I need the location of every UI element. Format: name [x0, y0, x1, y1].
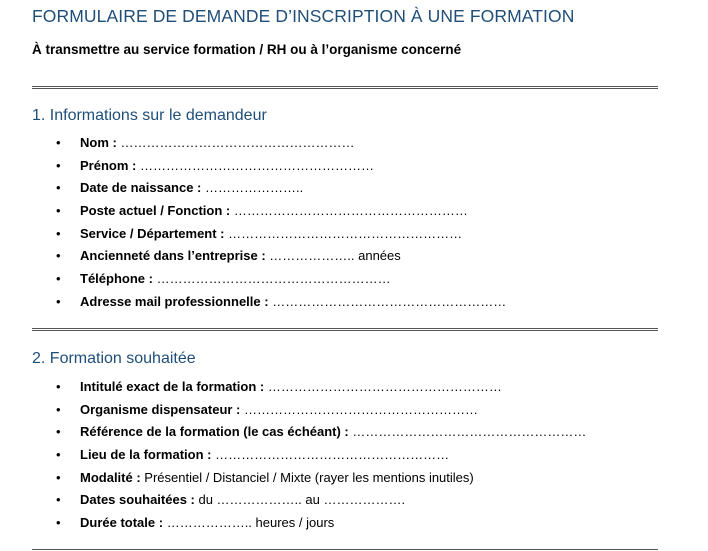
bullet-icon: • — [56, 271, 61, 287]
field-value-blank[interactable]: ……………………………………………… — [224, 225, 463, 241]
field-value-blank[interactable]: ……………………………………………… — [268, 293, 507, 309]
field-label: Date de naissance : — [80, 180, 202, 196]
field-label: Poste actuel / Fonction : — [80, 203, 231, 219]
bullet-icon: • — [56, 515, 61, 531]
field-label: Référence de la formation (le cas échéant) : — [80, 424, 349, 440]
form-field-item — [0, 489, 586, 512]
field-label: Téléphone : — [80, 271, 153, 287]
field-label: Prénom : — [80, 157, 137, 173]
form-field-item — [0, 444, 586, 467]
form-field-item — [0, 399, 586, 422]
bullet-icon: • — [56, 225, 61, 241]
form-field-item — [0, 245, 506, 268]
field-label: Modalité : — [80, 469, 141, 485]
demandeur-fields-list — [0, 132, 506, 314]
bullet-icon: • — [56, 203, 61, 219]
bullet-icon: • — [56, 401, 61, 417]
field-label: Dates souhaitées : — [80, 492, 195, 508]
field-value-blank[interactable]: ……………………………………………… — [116, 135, 355, 150]
bullet-icon: • — [56, 293, 61, 309]
form-field-item — [0, 291, 506, 314]
field-value-blank[interactable]: ……………….. années — [265, 248, 401, 264]
field-label: Nom : — [80, 135, 117, 150]
field-value-blank[interactable]: ……………………………………………… — [211, 447, 450, 463]
form-field-item — [0, 467, 586, 490]
field-label: Intitulé exact de la formation : — [80, 379, 265, 394]
form-field-item — [0, 223, 506, 246]
section-divider — [32, 86, 658, 89]
bullet-icon: • — [56, 157, 61, 173]
bullet-icon: • — [56, 180, 61, 196]
bullet-icon: • — [56, 447, 61, 463]
field-value-blank[interactable]: Présentiel / Distanciel / Mixte (rayer les mentions inutiles) — [140, 469, 474, 485]
field-value-blank[interactable]: ……………………………………………… — [230, 203, 468, 219]
section-divider — [32, 328, 658, 331]
form-subtitle: À transmettre au service formation / RH ou à l’organisme concerné — [32, 42, 462, 57]
form-title: FORMULAIRE DE DEMANDE D’INSCRIPTION À UNE FORMATION — [32, 6, 575, 26]
field-value-blank[interactable]: ……………………………………………… — [264, 379, 502, 394]
bullet-icon: • — [56, 248, 61, 264]
form-field-item — [0, 177, 506, 200]
field-label: Lieu de la formation : — [80, 447, 212, 463]
field-value-blank[interactable]: ……………………………………………… — [152, 271, 391, 287]
form-field-item — [0, 421, 586, 444]
field-label: Adresse mail professionnelle : — [80, 293, 269, 309]
field-value-blank[interactable]: ……………………………………………… — [348, 424, 587, 440]
form-field-item — [0, 268, 506, 291]
bullet-icon: • — [56, 492, 61, 508]
form-field-item — [0, 376, 586, 399]
form-field-item — [0, 512, 586, 535]
bullet-icon: • — [56, 424, 61, 440]
field-value-blank[interactable]: du ……………….. au ………………. — [194, 492, 406, 508]
field-label: Durée totale : — [80, 515, 164, 531]
form-field-item — [0, 155, 506, 178]
bullet-icon: • — [56, 379, 61, 394]
field-label: Organisme dispensateur : — [80, 401, 241, 417]
field-label: Ancienneté dans l’entreprise : — [80, 248, 266, 264]
bullet-icon: • — [56, 469, 61, 485]
section-heading-demandeur: 1. Informations sur le demandeur — [32, 107, 267, 124]
field-value-blank[interactable]: ……………….. heures / jours — [163, 515, 335, 531]
section-heading-formation: 2. Formation souhaitée — [32, 350, 196, 367]
bullet-icon: • — [56, 135, 61, 150]
field-value-blank[interactable]: ……………………………………………… — [240, 401, 479, 417]
field-value-blank[interactable]: ………………….. — [201, 180, 304, 196]
form-field-item — [0, 132, 506, 155]
formation-fields-list — [0, 376, 586, 535]
field-label: Service / Département : — [80, 225, 225, 241]
form-field-item — [0, 200, 506, 223]
field-value-blank[interactable]: ……………………………………………… — [136, 157, 374, 173]
